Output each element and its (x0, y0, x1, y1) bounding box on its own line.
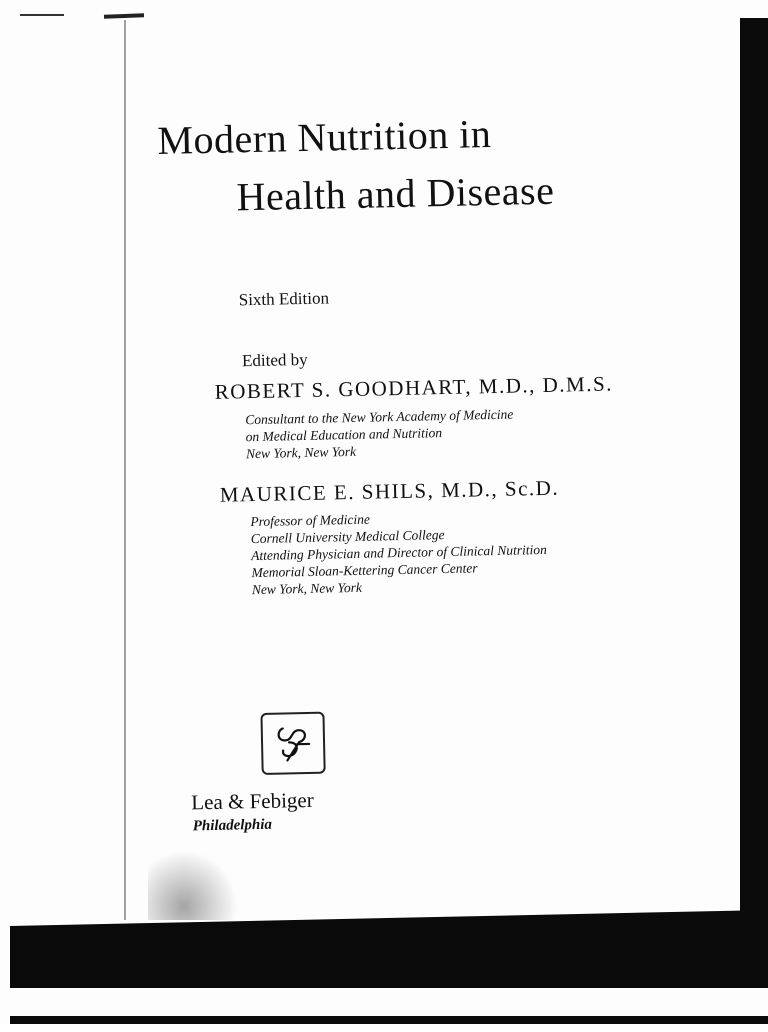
editor-affiliation (245, 406, 514, 463)
editor-affiliation (250, 507, 547, 598)
editor-name: ROBERT S. GOODHART, M.D., D.M.S. (214, 371, 614, 404)
book-title-line-1: Modern Nutrition in (156, 111, 492, 163)
editor-name: MAURICE E. SHILS, M.D., Sc.D. (219, 475, 560, 507)
scan-border-right (740, 18, 768, 938)
publisher-city: Philadelphia (192, 816, 273, 835)
affiliation-line: New York, New York (245, 443, 357, 462)
affiliation-line: on Medical Education and Nutrition (245, 425, 443, 445)
affiliation-line: Cornell University Medical College (250, 527, 445, 547)
affiliation-line: Consultant to the New York Academy of Medicine (245, 406, 514, 428)
publisher-logo-icon (260, 712, 325, 775)
publisher-name: Lea & Febiger (191, 787, 314, 815)
scan-border-bottom-strip (10, 1016, 768, 1024)
affiliation-line: Professor of Medicine (250, 511, 371, 530)
edited-by-label: Edited by (241, 349, 308, 371)
book-title-line-2: Health and Disease (236, 167, 555, 220)
affiliation-line: Attending Physician and Director of Clinical Nutrition (250, 541, 547, 564)
edition: Sixth Edition (238, 288, 330, 310)
affiliation-line: New York, New York (251, 579, 363, 598)
affiliation-line: Memorial Sloan-Kettering Cancer Center (251, 560, 478, 581)
